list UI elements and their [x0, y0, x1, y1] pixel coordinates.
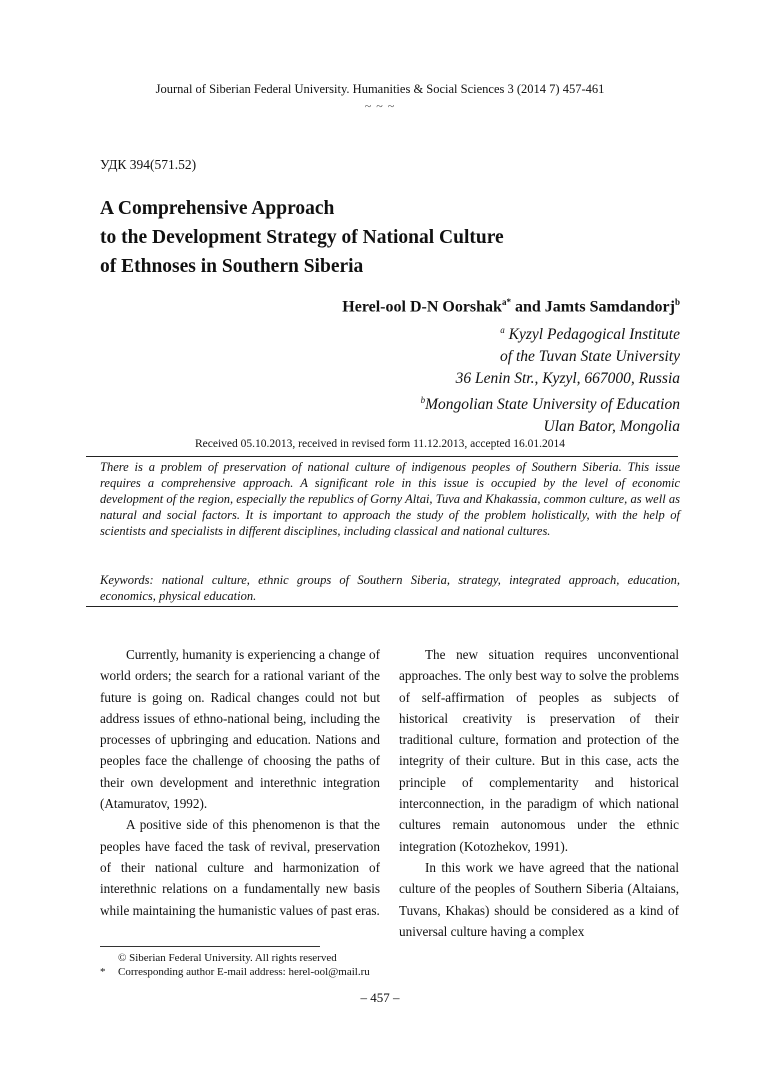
header-separator: ~ ~ ~ [364, 99, 396, 113]
keywords: Keywords: national culture, ethnic groups of Southern Siberia, strategy, integrated approach, education, economics, physical education. [100, 573, 680, 603]
author-1: Herel-ool D-N Oorshak [342, 298, 502, 316]
title-line-3: of Ethnoses in Southern Siberia [100, 256, 364, 277]
authors [342, 297, 680, 316]
udk-code: УДК 394(571.52) [100, 157, 197, 172]
footnote-corresponding [100, 965, 370, 979]
body-paragraph: The new situation requires unconventional approaches. The only best way to solve the problems of self-affirmation of peoples as subjects of historical creativity is preservation of their traditional culture, formation and protection of the integrity of their culture. But in this case, acts the principle of complementarity and historical interconnection, in the paradigm of which national cultures remain autonomous under the ethnic integration (Kotozhekov, 1991). [399, 647, 679, 854]
title-line-1: A Comprehensive Approach [100, 198, 335, 219]
author-conjunction: and [510, 298, 545, 316]
abstract: There is a problem of preservation of national culture of indigenous peoples of Southern Siberia. This issue requires a comprehensive approach. A significant role in this issue is occupied by the level of economic development of the region, especially the republics of Gorny Altai, Tuva and Khakassia, common culture, as well as natural and social factors. It is important to approach the study of the problem holistically, with the help of scientists and specialists in different disciplines, including classical and national cultures. [100, 460, 680, 538]
body-column-left [100, 644, 380, 921]
author-2: Jamts Samdandorj [544, 298, 675, 316]
author-1-sup: a* [501, 297, 511, 307]
body-paragraph: A positive side of this phenomenon is that the peoples have faced the task of revival, preservation of their national culture and harmonization of interethnic relations on a fundamentally new basis while maintaining the humanistic values of past eras. [100, 817, 380, 918]
journal-header: Journal of Siberian Federal University. Humanities & Social Sciences 3 (2014 7) 457-461 [155, 82, 605, 96]
page-number: – 457 – [360, 990, 400, 1005]
affil-a-line1: Kyzyl Pedagogical Institute [508, 326, 680, 344]
affil-b-line2: Ulan Bator, Mongolia [543, 417, 680, 435]
affil-a-line2: of the Tuvan State University [500, 347, 680, 365]
footnote-rule [100, 946, 320, 947]
footnote-mark: * [100, 966, 106, 978]
affil-b-line1: Mongolian State University of Education [425, 395, 680, 413]
title-line-2: to the Development Strategy of National Culture [100, 227, 504, 248]
affil-b-mark: b [420, 394, 426, 405]
affil-a-line3: 36 Lenin Str., Kyzyl, 667000, Russia [455, 369, 680, 387]
footnote-copyright: © Siberian Federal University. All rights reserved [118, 952, 337, 964]
body-column-right [399, 644, 679, 942]
abstract-bottom-rule [86, 606, 678, 607]
author-2-sup: b [674, 297, 680, 307]
corresponding-email: Corresponding author E-mail address: herel-ool@mail.ru [118, 966, 370, 978]
body-paragraph: In this work we have agreed that the national culture of the peoples of Southern Siberia (Altaians, Tuvans, Khakas) should be considered as a kind of universal culture having a complex [399, 859, 679, 939]
received-dates: Received 05.10.2013, received in revised form 11.12.2013, accepted 16.01.2014 [194, 438, 566, 450]
article-title [100, 194, 504, 281]
affil-a-mark: a [500, 325, 505, 335]
abstract-top-rule [86, 456, 678, 457]
body-paragraph: Currently, humanity is experiencing a change of world orders; the search for a rational variant of the future is going on. Radical changes could not but address issues of ethno-national being, including the processes of upbringing and education. Nations and peoples face the challenge of choosing the paths of their own development and interethnic integration (Atamuratov, 1992). [100, 647, 380, 812]
affiliations [421, 320, 680, 437]
